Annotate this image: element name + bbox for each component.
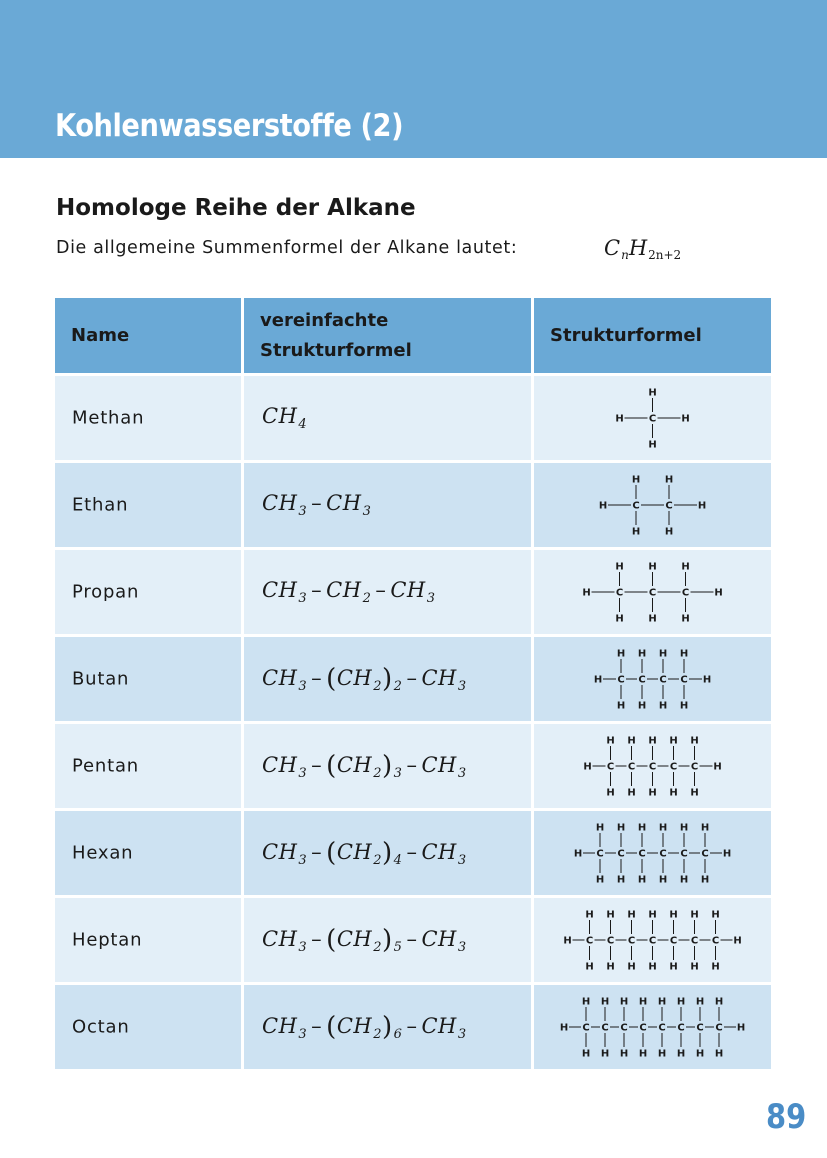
carbon-atom: C — [627, 935, 636, 947]
hydrogen-atom: H — [615, 561, 624, 573]
structural-formula — [534, 985, 771, 1069]
hydrogen-atom: H — [711, 961, 720, 973]
hydrogen-atom: H — [563, 935, 572, 947]
carbon-atom: C — [620, 1022, 628, 1034]
simplified-formula: $CH_3 - (CH_2)_4 - CH_3$ — [262, 838, 467, 868]
hydrogen-atom: H — [585, 961, 594, 973]
formula-cell — [244, 550, 531, 634]
hydrogen-atom: H — [581, 996, 591, 1008]
carbon-atom: C — [677, 1022, 685, 1034]
hydrogen-atom: H — [637, 700, 647, 712]
simplified-formula: $CH_4$ — [262, 404, 308, 432]
hydrogen-atom: H — [595, 874, 605, 886]
hydrogen-atom: H — [648, 909, 657, 921]
hydrogen-atom: H — [664, 526, 674, 538]
simplified-formula: $CH_3 - (CH_2)_6 - CH_3$ — [262, 1012, 467, 1042]
hydrogen-atom: H — [637, 648, 647, 660]
carbon-atom: C — [659, 848, 667, 860]
table-row — [55, 985, 771, 1072]
carbon-atom: C — [648, 587, 657, 599]
header-simplified-label: vereinfachte Strukturformel — [260, 309, 412, 361]
hydrogen-atom: H — [676, 996, 686, 1008]
formula-cell — [244, 811, 531, 895]
formula-cell — [244, 724, 531, 808]
hydrogen-atom: H — [657, 996, 667, 1008]
carbon-atom: C — [601, 1022, 609, 1034]
carbon-atom: C — [680, 674, 688, 686]
hydrogen-atom: H — [713, 761, 722, 773]
carbon-atom: C — [669, 761, 678, 773]
hydrogen-atom: H — [702, 674, 712, 686]
hydrogen-atom: H — [648, 439, 657, 451]
carbon-atom: C — [658, 1022, 666, 1034]
carbon-atom: C — [680, 848, 688, 860]
table-row — [55, 463, 771, 550]
simplified-formula: $CH_3 - (CH_2)_5 - CH_3$ — [262, 925, 467, 955]
hydrogen-atom: H — [690, 909, 699, 921]
formula-cell — [244, 898, 531, 982]
alkane-name: Octan — [72, 1016, 130, 1038]
structural-formula — [534, 376, 771, 460]
hydrogen-atom: H — [690, 787, 699, 799]
hydrogen-atom: H — [606, 735, 615, 747]
hydrogen-atom: H — [593, 674, 603, 686]
carbon-atom: C — [617, 674, 625, 686]
hydrogen-atom: H — [648, 387, 657, 399]
structural-formula — [534, 637, 771, 721]
hydrogen-atom: H — [638, 996, 648, 1008]
hydrogen-atom: H — [627, 961, 636, 973]
table-row — [55, 550, 771, 637]
hydrogen-atom: H — [658, 648, 668, 660]
carbon-atom: C — [690, 761, 699, 773]
hydrogen-atom: H — [700, 822, 710, 834]
hydrogen-atom: H — [585, 909, 594, 921]
hydrogen-atom: H — [619, 996, 629, 1008]
table-row — [55, 637, 771, 724]
hydrogen-atom: H — [627, 909, 636, 921]
hydrogen-atom: H — [583, 761, 592, 773]
structure-cell — [534, 550, 771, 634]
structure-cell — [534, 985, 771, 1069]
carbon-atom: C — [617, 848, 625, 860]
hydrogen-atom: H — [679, 822, 689, 834]
hydrogen-atom: H — [697, 500, 707, 512]
name-cell — [55, 550, 241, 634]
alkane-name: Heptan — [72, 929, 143, 951]
hydrogen-atom: H — [733, 935, 742, 947]
name-cell — [55, 637, 241, 721]
page-number: 89 — [766, 1097, 807, 1137]
hydrogen-atom: H — [711, 909, 720, 921]
header-banner — [0, 0, 827, 158]
carbon-atom: C — [632, 500, 640, 512]
formula-cell — [244, 985, 531, 1069]
hydrogen-atom: H — [681, 413, 690, 425]
hydrogen-atom: H — [657, 1048, 667, 1060]
carbon-atom: C — [648, 935, 657, 947]
hydrogen-atom: H — [648, 735, 657, 747]
carbon-atom: C — [711, 935, 720, 947]
carbon-atom: C — [681, 587, 690, 599]
hydrogen-atom: H — [627, 735, 636, 747]
name-cell — [55, 724, 241, 808]
structure-cell — [534, 376, 771, 460]
structure-cell — [534, 637, 771, 721]
hydrogen-atom: H — [559, 1022, 569, 1034]
carbon-atom: C — [659, 674, 667, 686]
general-formula: $C_nH_{2n+2}$ — [604, 236, 682, 262]
structural-formula — [534, 550, 771, 634]
simplified-formula: $CH_3 - (CH_2)_3 - CH_3$ — [262, 751, 467, 781]
alkane-name: Ethan — [72, 494, 129, 516]
hydrogen-atom: H — [669, 961, 678, 973]
carbon-atom: C — [627, 761, 636, 773]
table-row — [55, 811, 771, 898]
carbon-atom: C — [638, 848, 646, 860]
name-cell — [55, 898, 241, 982]
hydrogen-atom: H — [695, 996, 705, 1008]
hydrogen-atom: H — [669, 909, 678, 921]
hydrogen-atom: H — [573, 848, 583, 860]
formula-cell — [244, 376, 531, 460]
simplified-formula: $CH_3 - CH_2 - CH_3$ — [262, 578, 436, 606]
hydrogen-atom: H — [714, 587, 723, 599]
hydrogen-atom: H — [714, 996, 724, 1008]
alkane-name: Methan — [72, 407, 145, 429]
hydrogen-atom: H — [681, 561, 690, 573]
header-name-label: Name — [71, 324, 130, 346]
hydrogen-atom: H — [648, 613, 657, 625]
carbon-atom: C — [606, 935, 615, 947]
hydrogen-atom: H — [627, 787, 636, 799]
header-cell-structural — [534, 298, 771, 373]
hydrogen-atom: H — [658, 700, 668, 712]
carbon-atom: C — [585, 935, 594, 947]
hydrogen-atom: H — [582, 587, 591, 599]
carbon-atom: C — [648, 413, 657, 425]
name-cell — [55, 463, 241, 547]
hydrogen-atom: H — [690, 735, 699, 747]
hydrogen-atom: H — [619, 1048, 629, 1060]
alkane-name: Pentan — [72, 755, 139, 777]
name-cell — [55, 985, 241, 1069]
carbon-atom: C — [596, 848, 604, 860]
hydrogen-atom: H — [648, 961, 657, 973]
hydrogen-atom: H — [616, 700, 626, 712]
carbon-atom: C — [665, 500, 673, 512]
alkane-name: Butan — [72, 668, 130, 690]
structure-cell — [534, 898, 771, 982]
hydrogen-atom: H — [606, 787, 615, 799]
hydrogen-atom: H — [700, 874, 710, 886]
alkane-name: Hexan — [72, 842, 134, 864]
carbon-atom: C — [648, 761, 657, 773]
carbon-atom: C — [696, 1022, 704, 1034]
hydrogen-atom: H — [600, 996, 610, 1008]
hydrogen-atom: H — [631, 474, 641, 486]
hydrogen-atom: H — [606, 909, 615, 921]
header-structural-label: Strukturformel — [550, 324, 702, 346]
hydrogen-atom: H — [595, 822, 605, 834]
alkane-name: Propan — [72, 581, 140, 603]
hydrogen-atom: H — [664, 474, 674, 486]
hydrogen-atom: H — [679, 648, 689, 660]
formula-cell — [244, 463, 531, 547]
hydrogen-atom: H — [648, 787, 657, 799]
carbon-atom: C — [715, 1022, 723, 1034]
carbon-atom: C — [606, 761, 615, 773]
table-row — [55, 898, 771, 985]
hydrogen-atom: H — [681, 613, 690, 625]
structure-cell — [534, 463, 771, 547]
carbon-atom: C — [615, 587, 624, 599]
hydrogen-atom: H — [631, 526, 641, 538]
table-header-row — [55, 298, 771, 376]
hydrogen-atom: H — [581, 1048, 591, 1060]
hydrogen-atom: H — [658, 874, 668, 886]
hydrogen-atom: H — [722, 848, 732, 860]
simplified-formula: $CH_3 - CH_3$ — [262, 491, 372, 519]
hydrogen-atom: H — [658, 822, 668, 834]
hydrogen-atom: H — [695, 1048, 705, 1060]
structural-formula — [534, 463, 771, 547]
hydrogen-atom: H — [637, 822, 647, 834]
simplified-formula: $CH_3 - (CH_2)_2 - CH_3$ — [262, 664, 467, 694]
carbon-atom: C — [639, 1022, 647, 1034]
hydrogen-atom: H — [616, 648, 626, 660]
carbon-atom: C — [582, 1022, 590, 1034]
header-cell-simplified — [244, 298, 531, 373]
structural-formula — [534, 811, 771, 895]
alkane-table — [55, 298, 771, 1072]
structural-formula — [534, 724, 771, 808]
section-title: Homologe Reihe der Alkane — [56, 195, 416, 221]
carbon-atom: C — [690, 935, 699, 947]
hydrogen-atom: H — [606, 961, 615, 973]
name-cell — [55, 376, 241, 460]
hydrogen-atom: H — [648, 561, 657, 573]
formula-cell — [244, 637, 531, 721]
hydrogen-atom: H — [690, 961, 699, 973]
structure-cell — [534, 811, 771, 895]
page-title: Kohlenwasserstoffe (2) — [55, 108, 404, 144]
hydrogen-atom: H — [679, 874, 689, 886]
hydrogen-atom: H — [637, 874, 647, 886]
hydrogen-atom: H — [714, 1048, 724, 1060]
table-row — [55, 376, 771, 463]
carbon-atom: C — [669, 935, 678, 947]
name-cell — [55, 811, 241, 895]
structural-formula — [534, 898, 771, 982]
structure-cell — [534, 724, 771, 808]
hydrogen-atom: H — [638, 1048, 648, 1060]
hydrogen-atom: H — [736, 1022, 746, 1034]
hydrogen-atom: H — [669, 787, 678, 799]
hydrogen-atom: H — [669, 735, 678, 747]
hydrogen-atom: H — [679, 700, 689, 712]
hydrogen-atom: H — [615, 413, 624, 425]
hydrogen-atom: H — [600, 1048, 610, 1060]
hydrogen-atom: H — [598, 500, 608, 512]
hydrogen-atom: H — [616, 822, 626, 834]
carbon-atom: C — [701, 848, 709, 860]
intro-text: Die allgemeine Summenformel der Alkane lautet: — [56, 238, 518, 258]
carbon-atom: C — [638, 674, 646, 686]
header-cell-name — [55, 298, 241, 373]
hydrogen-atom: H — [676, 1048, 686, 1060]
table-row — [55, 724, 771, 811]
hydrogen-atom: H — [615, 613, 624, 625]
hydrogen-atom: H — [616, 874, 626, 886]
